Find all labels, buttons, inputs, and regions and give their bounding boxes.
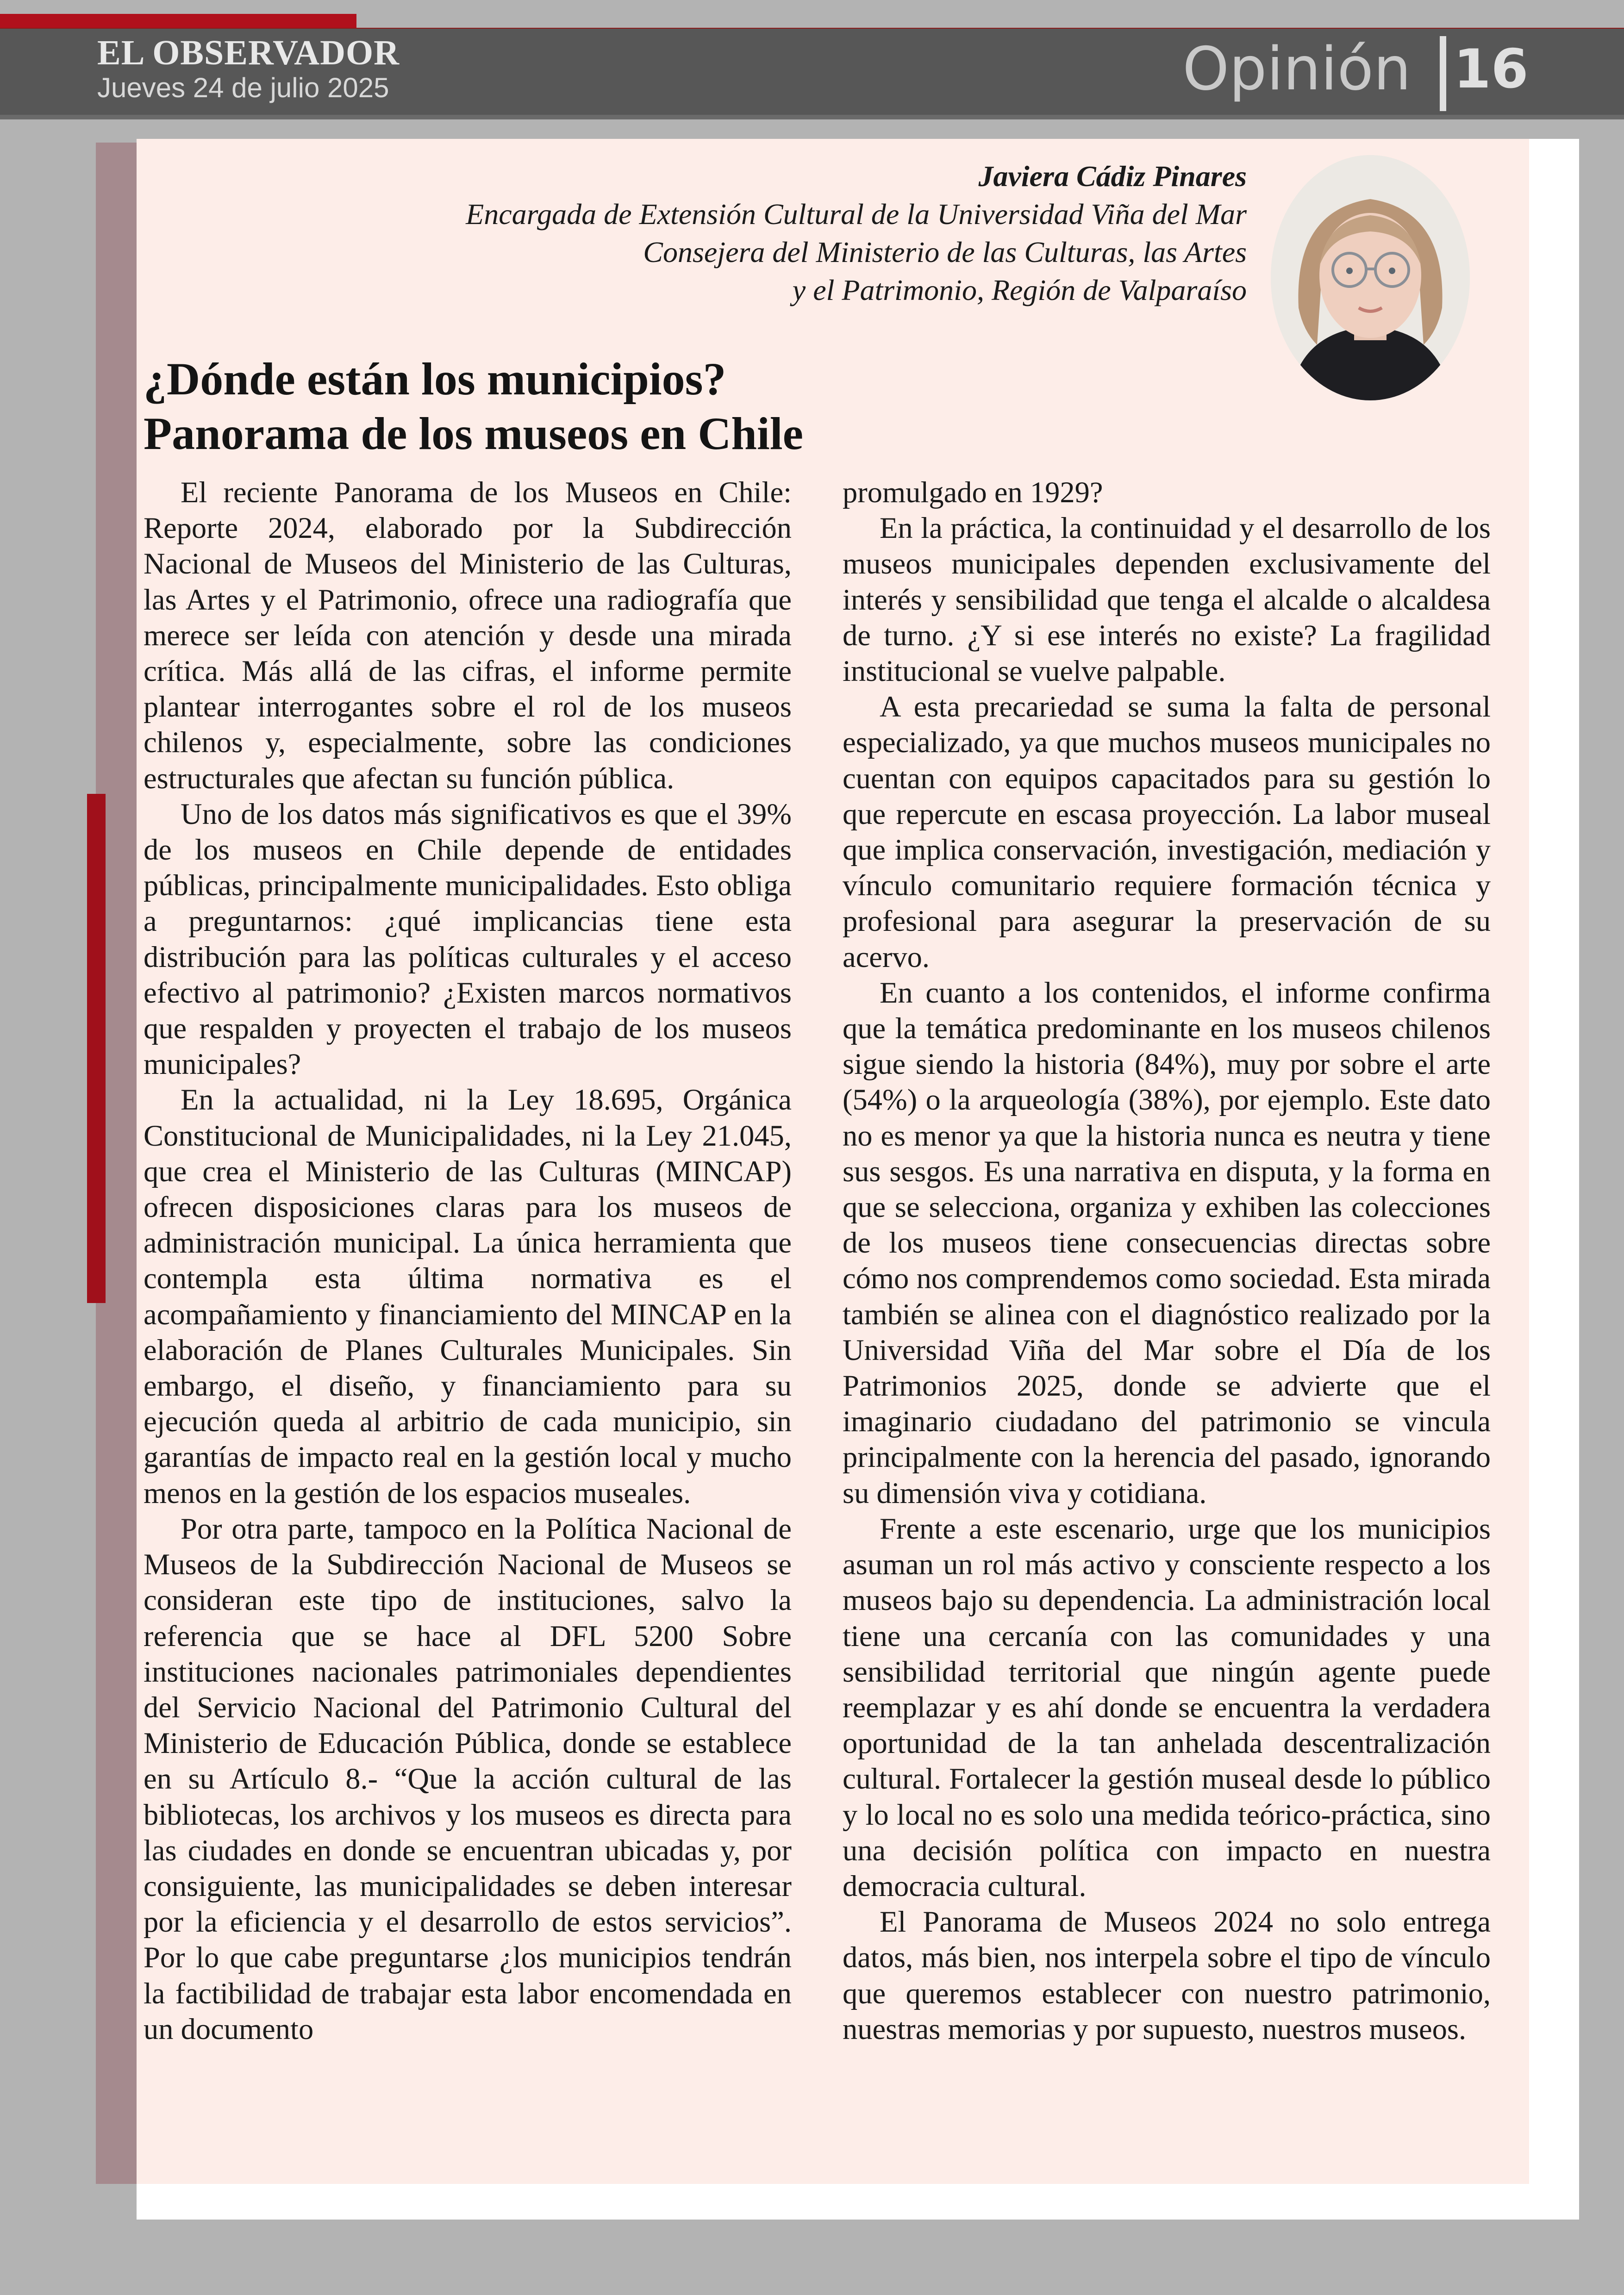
author-photo [1271, 155, 1470, 400]
article-column-left [144, 474, 792, 2047]
header-bottom-rule [0, 115, 1624, 119]
section-title: Opinión [1182, 35, 1411, 104]
header-accent-bar [0, 14, 356, 30]
article-headline [144, 352, 1255, 461]
side-red-accent [87, 794, 106, 1303]
headline-line-1: ¿Dónde están los municipios? [144, 353, 726, 405]
page-number: 16 [1454, 38, 1529, 100]
paragraph: Uno de los datos más significativos es que el 39% de los museos en Chile depende de entidades públicas, principalmente municipalidades. Esto obliga a preguntarnos: ¿qué implicancias tiene esta distribución para las políticas culturales y el acceso efectivo al patrimonio? ¿Existen marcos normativos que respalden y proyecten el trabajo de los museos municipales? [144, 797, 792, 1081]
paragraph: A esta precariedad se suma la falta de personal especializado, ya que muchos museos municipales no cuentan con equipos capacitados para su gestión lo que repercute en escasa proyección. La labor museal que implica conservación, investigación, mediación y vínculo comunitario requiere formación técnica y profesional para asegurar la preservación de su acervo. [843, 690, 1491, 973]
page-number-divider [1440, 36, 1446, 111]
byline [466, 157, 1247, 309]
publication-date: Jueves 24 de julio 2025 [97, 72, 389, 103]
paragraph: Frente a este escenario, urge que los municipios asuman un rol más activo y consciente respecto a los museos bajo su dependencia. La administración local tiene una cercanía con las comunidades y una sensibilidad territorial que ningún agente puede reemplazar y es ahí donde se encuentra la verdadera oportunidad de la tan anhelada descentralización cultural. Fortalecer la gestión museal desde lo público y lo local no es solo una medida teórico-práctica, sino una decisión política con impacto en nuestra democracia cultural. [843, 1512, 1491, 1902]
paragraph: En la práctica, la continuidad y el desarrollo de los museos municipales dependen exclusivamente del interés y sensibilidad que tenga el alcalde o alcaldesa de turno. ¿Y si ese interés no existe? La fragilidad institucional se vuelve palpable. [843, 511, 1491, 688]
headline-line-2: Panorama de los museos en Chile [144, 408, 803, 459]
article-column-right [843, 474, 1491, 2047]
paragraph: El reciente Panorama de los Museos en Chile: Reporte 2024, elaborado por la Subdirección Nacional de Museos del Ministerio de las Culturas, las Artes y el Patrimonio, ofrece una radiografía que merece ser leída con atención y desde una mirada crítica. Más allá de las cifras, el informe permite plantear interrogantes sobre el rol de los museos chilenos y, especialmente, sobre las condiciones estructurales que afectan su función pública. [144, 476, 792, 795]
author-role-3: y el Patrimonio, Región de Valparaíso [792, 274, 1247, 306]
author-name: Javiera Cádiz Pinares [978, 160, 1247, 193]
paragraph: El Panorama de Museos 2024 no solo entrega datos, más bien, nos interpela sobre el tipo de vínculo que queremos establecer con nuestro patrimonio, nuestras memorias y por supuesto, nuestros museos. [843, 1905, 1491, 2046]
author-role-2: Consejera del Ministerio de las Culturas, las Artes [643, 236, 1247, 268]
paragraph: En cuanto a los contenidos, el informe confirma que la temática predominante en los museos chilenos sigue siendo la historia (84%), muy por sobre el arte (54%) o la arqueología (38%), por ejemplo. Este dato no es menor ya que la historia nunca es neutra y tiene sus sesgos. Es una narrativa en disputa, y la forma en que se selecciona, organiza y exhiben las colecciones de los museos tiene consecuencias directas sobre cómo nos comprendemos como sociedad. Esta mirada también se alinea con el diagnóstico realizado por la Universidad Viña del Mar sobre el Día de los Patrimonios 2025, donde se advierte que el imaginario ciudadano del patrimonio se vincula principalmente con la herencia del pasado, ignorando su dimensión viva y cotidiana. [843, 976, 1491, 1509]
publication-name: EL OBSERVADOR [97, 33, 400, 72]
paragraph: Por otra parte, tampoco en la Política Nacional de Museos de la Subdirección Nacional de Museos se consideran este tipo de instituciones, salvo la referencia que se hace al DFL 5200 Sobre instituciones nacionales patrimoniales dependientes del Servicio Nacional del Patrimonio Cultural del Ministerio de Educación Pública, donde se establece en su Artículo 8.- “Que la acción cultural de las bibliotecas, los archivos y los museos es directa para las ciudades en donde se encuentran ubicadas y, por consiguiente, las municipalidades se deben interesar por la eficiencia y el desarrollo de estos servicios”. Por lo que cabe preguntarse ¿los municipios tendrán la factibilidad de trabajar esta labor encomendada en un documento [144, 1512, 792, 2046]
author-role-1: Encargada de Extensión Cultural de la Universidad Viña del Mar [466, 198, 1247, 231]
paragraph-continuation: promulgado en 1929? [843, 476, 1103, 509]
paragraph: En la actualidad, ni la Ley 18.695, Orgánica Constitucional de Municipalidades, ni la Ley 21.045, que crea el Ministerio de las Culturas (MINCAP) ofrecen disposiciones claras para los museos de administración municipal. La única herramienta que contempla esta última normativa es el acompañamiento y financiamiento del MINCAP en la elaboración de Planes Culturales Municipales. Sin embargo, el diseño, y financiamiento para su ejecución queda al arbitrio de cada municipio, sin garantías de impacto real en la gestión local y mucho menos en la gestión de los espacios museales. [144, 1083, 792, 1509]
